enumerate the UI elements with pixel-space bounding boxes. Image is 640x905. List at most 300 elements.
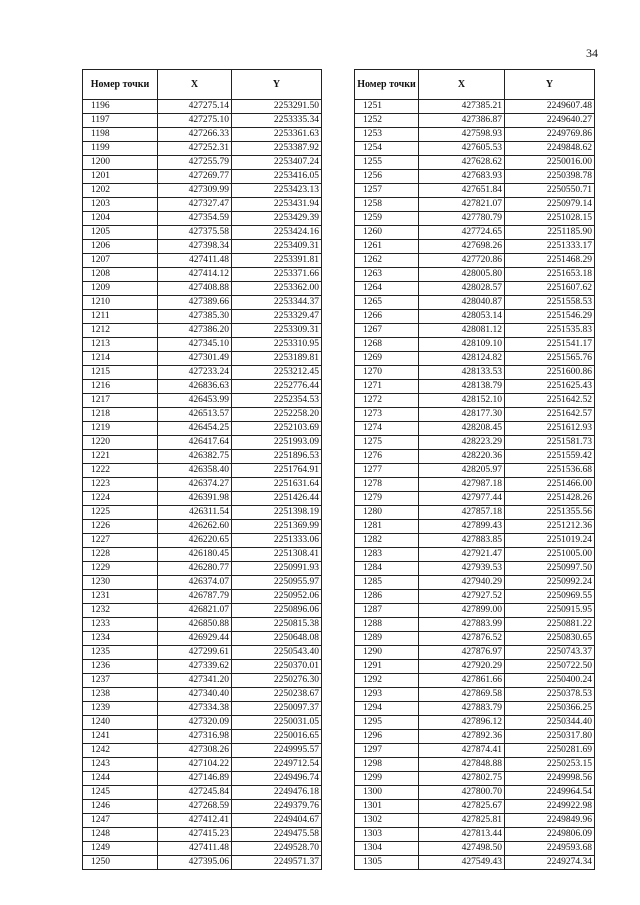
x-coordinate-cell: 428040.87 [419, 296, 505, 310]
point-number-cell: 1290 [355, 646, 419, 660]
point-number-cell: 1229 [83, 562, 158, 576]
point-number-cell: 1299 [355, 772, 419, 786]
coordinates-table-left [82, 69, 322, 870]
x-coordinate-cell: 427316.98 [158, 730, 232, 744]
x-coordinate-cell: 426417.64 [158, 436, 232, 450]
x-coordinate-cell: 426929.44 [158, 632, 232, 646]
x-coordinate-cell: 427939.53 [419, 562, 505, 576]
point-number-cell: 1232 [83, 604, 158, 618]
point-number-cell: 1257 [355, 184, 419, 198]
x-coordinate-cell: 427395.06 [158, 856, 232, 870]
x-coordinate-cell: 427104.22 [158, 758, 232, 772]
table-row [83, 856, 322, 870]
y-coordinate-cell: 2250743.37 [505, 646, 595, 660]
point-number-cell: 1205 [83, 226, 158, 240]
table-row [83, 380, 322, 394]
x-coordinate-cell: 426453.99 [158, 394, 232, 408]
x-coordinate-cell: 427408.88 [158, 282, 232, 296]
y-coordinate-cell: 2250016.65 [232, 730, 322, 744]
y-coordinate-cell: 2249593.68 [505, 842, 595, 856]
y-coordinate-cell: 2249922.98 [505, 800, 595, 814]
point-number-cell: 1200 [83, 156, 158, 170]
point-number-cell: 1208 [83, 268, 158, 282]
point-number-cell: 1238 [83, 688, 158, 702]
point-number-cell: 1301 [355, 800, 419, 814]
table-row [83, 534, 322, 548]
y-coordinate-cell: 2250830.65 [505, 632, 595, 646]
table-row [355, 240, 595, 254]
table-row [83, 562, 322, 576]
point-number-cell: 1293 [355, 688, 419, 702]
point-number-cell: 1239 [83, 702, 158, 716]
y-coordinate-cell: 2249571.37 [232, 856, 322, 870]
table-row [355, 576, 595, 590]
x-coordinate-cell: 427899.43 [419, 520, 505, 534]
y-coordinate-cell: 2250992.24 [505, 576, 595, 590]
point-number-cell: 1291 [355, 660, 419, 674]
y-coordinate-cell: 2253344.37 [232, 296, 322, 310]
y-coordinate-cell: 2253409.31 [232, 240, 322, 254]
y-coordinate-cell: 2249995.57 [232, 744, 322, 758]
table-row [83, 268, 322, 282]
table-row [83, 198, 322, 212]
point-number-cell: 1275 [355, 436, 419, 450]
y-coordinate-cell: 2250344.40 [505, 716, 595, 730]
table-row [355, 646, 595, 660]
x-coordinate-cell: 426850.88 [158, 618, 232, 632]
point-number-cell: 1249 [83, 842, 158, 856]
y-coordinate-cell: 2249496.74 [232, 772, 322, 786]
point-number-cell: 1285 [355, 576, 419, 590]
point-number-cell: 1296 [355, 730, 419, 744]
x-coordinate-cell: 427899.00 [419, 604, 505, 618]
y-coordinate-cell: 2250969.55 [505, 590, 595, 604]
table-row [355, 688, 595, 702]
table-row [83, 170, 322, 184]
point-number-cell: 1264 [355, 282, 419, 296]
point-number-cell: 1248 [83, 828, 158, 842]
point-number-cell: 1254 [355, 142, 419, 156]
point-number-cell: 1298 [355, 758, 419, 772]
point-number-cell: 1289 [355, 632, 419, 646]
table-row [355, 590, 595, 604]
table-row [355, 128, 595, 142]
table-row [355, 674, 595, 688]
table-row [83, 786, 322, 800]
x-coordinate-cell: 426513.57 [158, 408, 232, 422]
table-row [355, 212, 595, 226]
y-coordinate-cell: 2253407.24 [232, 156, 322, 170]
table-row [355, 660, 595, 674]
point-number-cell: 1288 [355, 618, 419, 632]
y-coordinate-cell: 2250398.78 [505, 170, 595, 184]
table-row [355, 534, 595, 548]
table-row [355, 408, 595, 422]
x-coordinate-cell: 427354.59 [158, 212, 232, 226]
x-coordinate-cell: 427275.14 [158, 100, 232, 114]
x-coordinate-cell: 426374.07 [158, 576, 232, 590]
point-number-cell: 1199 [83, 142, 158, 156]
table-row [83, 128, 322, 142]
point-number-cell: 1278 [355, 478, 419, 492]
point-number-cell: 1201 [83, 170, 158, 184]
table-row [355, 520, 595, 534]
x-coordinate-cell: 427892.36 [419, 730, 505, 744]
table-row [355, 562, 595, 576]
x-coordinate-cell: 428028.57 [419, 282, 505, 296]
table-row [83, 730, 322, 744]
y-coordinate-cell: 2250815.38 [232, 618, 322, 632]
x-coordinate-cell: 426454.25 [158, 422, 232, 436]
y-coordinate-cell: 2253335.34 [232, 114, 322, 128]
y-coordinate-cell: 2250317.80 [505, 730, 595, 744]
y-coordinate-cell: 2250238.67 [232, 688, 322, 702]
point-number-cell: 1215 [83, 366, 158, 380]
table-row [355, 730, 595, 744]
point-number-cell: 1210 [83, 296, 158, 310]
y-coordinate-cell: 2249849.96 [505, 814, 595, 828]
point-number-cell: 1224 [83, 492, 158, 506]
x-coordinate-cell: 427309.99 [158, 184, 232, 198]
table-row [83, 688, 322, 702]
y-coordinate-cell: 2249404.67 [232, 814, 322, 828]
y-coordinate-cell: 2251536.68 [505, 464, 595, 478]
x-coordinate-cell: 427861.66 [419, 674, 505, 688]
x-coordinate-cell: 427245.84 [158, 786, 232, 800]
table-row [83, 800, 322, 814]
table-row [83, 142, 322, 156]
x-coordinate-cell: 427883.99 [419, 618, 505, 632]
table-row [83, 814, 322, 828]
y-coordinate-cell: 2253429.39 [232, 212, 322, 226]
y-coordinate-cell: 2250031.05 [232, 716, 322, 730]
y-coordinate-cell: 2253329.47 [232, 310, 322, 324]
y-coordinate-cell: 2251535.83 [505, 324, 595, 338]
x-coordinate-cell: 427876.52 [419, 632, 505, 646]
point-number-cell: 1221 [83, 450, 158, 464]
x-coordinate-cell: 427320.09 [158, 716, 232, 730]
x-coordinate-cell: 426358.40 [158, 464, 232, 478]
x-coordinate-cell: 426262.60 [158, 520, 232, 534]
table-row [83, 660, 322, 674]
x-coordinate-cell: 428152.10 [419, 394, 505, 408]
table-row [355, 366, 595, 380]
table-row [355, 380, 595, 394]
table-row [83, 548, 322, 562]
point-number-cell: 1304 [355, 842, 419, 856]
point-number-cell: 1305 [355, 856, 419, 870]
y-coordinate-cell: 2253212.45 [232, 366, 322, 380]
y-coordinate-cell: 2251653.18 [505, 268, 595, 282]
x-coordinate-cell: 428109.10 [419, 338, 505, 352]
table-row [83, 156, 322, 170]
point-number-cell: 1287 [355, 604, 419, 618]
x-coordinate-cell: 426374.27 [158, 478, 232, 492]
y-coordinate-cell: 2252354.53 [232, 394, 322, 408]
x-coordinate-cell: 427334.38 [158, 702, 232, 716]
point-number-cell: 1276 [355, 450, 419, 464]
y-coordinate-cell: 2253362.00 [232, 282, 322, 296]
x-coordinate-cell: 427720.86 [419, 254, 505, 268]
table-row [355, 254, 595, 268]
x-coordinate-cell: 428124.82 [419, 352, 505, 366]
point-number-cell: 1251 [355, 100, 419, 114]
x-coordinate-cell: 427412.41 [158, 814, 232, 828]
x-coordinate-cell: 427339.62 [158, 660, 232, 674]
y-coordinate-cell: 2251612.93 [505, 422, 595, 436]
header-y: Y [232, 70, 322, 100]
x-coordinate-cell: 426311.54 [158, 506, 232, 520]
point-number-cell: 1256 [355, 170, 419, 184]
x-coordinate-cell: 427386.20 [158, 324, 232, 338]
y-coordinate-cell: 2251428.26 [505, 492, 595, 506]
point-number-cell: 1226 [83, 520, 158, 534]
y-coordinate-cell: 2250955.97 [232, 576, 322, 590]
point-number-cell: 1217 [83, 394, 158, 408]
point-number-cell: 1230 [83, 576, 158, 590]
table-row [355, 114, 595, 128]
y-coordinate-cell: 2250253.15 [505, 758, 595, 772]
point-number-cell: 1206 [83, 240, 158, 254]
x-coordinate-cell: 427415.23 [158, 828, 232, 842]
y-coordinate-cell: 2250550.71 [505, 184, 595, 198]
y-coordinate-cell: 2251308.41 [232, 548, 322, 562]
y-coordinate-cell: 2250952.06 [232, 590, 322, 604]
table-row [83, 646, 322, 660]
table-row [83, 674, 322, 688]
x-coordinate-cell: 426787.79 [158, 590, 232, 604]
x-coordinate-cell: 427800.70 [419, 786, 505, 800]
table-row [83, 184, 322, 198]
x-coordinate-cell: 427268.59 [158, 800, 232, 814]
table-row [355, 548, 595, 562]
table-row [355, 394, 595, 408]
y-coordinate-cell: 2249640.27 [505, 114, 595, 128]
x-coordinate-cell: 428053.14 [419, 310, 505, 324]
table-row [355, 296, 595, 310]
x-coordinate-cell: 427308.26 [158, 744, 232, 758]
point-number-cell: 1235 [83, 646, 158, 660]
table-row [355, 716, 595, 730]
table-row [83, 464, 322, 478]
point-number-cell: 1240 [83, 716, 158, 730]
y-coordinate-cell: 2249274.34 [505, 856, 595, 870]
x-coordinate-cell: 426220.65 [158, 534, 232, 548]
y-coordinate-cell: 2252776.44 [232, 380, 322, 394]
table-row [355, 226, 595, 240]
y-coordinate-cell: 2251369.99 [232, 520, 322, 534]
x-coordinate-cell: 427825.81 [419, 814, 505, 828]
y-coordinate-cell: 2250016.00 [505, 156, 595, 170]
x-coordinate-cell: 427987.18 [419, 478, 505, 492]
x-coordinate-cell: 427883.85 [419, 534, 505, 548]
table-row [83, 338, 322, 352]
y-coordinate-cell: 2253310.95 [232, 338, 322, 352]
table-row [83, 422, 322, 436]
table-row [355, 422, 595, 436]
x-coordinate-cell: 427628.62 [419, 156, 505, 170]
y-coordinate-cell: 2251642.57 [505, 408, 595, 422]
point-number-cell: 1228 [83, 548, 158, 562]
x-coordinate-cell: 427876.97 [419, 646, 505, 660]
y-coordinate-cell: 2250648.08 [232, 632, 322, 646]
header-point-number: Номер точки [355, 70, 419, 100]
x-coordinate-cell: 427825.67 [419, 800, 505, 814]
table-row [83, 842, 322, 856]
x-coordinate-cell: 428081.12 [419, 324, 505, 338]
y-coordinate-cell: 2251019.24 [505, 534, 595, 548]
point-number-cell: 1241 [83, 730, 158, 744]
x-coordinate-cell: 426382.75 [158, 450, 232, 464]
point-number-cell: 1303 [355, 828, 419, 842]
table-row [83, 744, 322, 758]
point-number-cell: 1202 [83, 184, 158, 198]
table-row [355, 702, 595, 716]
table-row [83, 324, 322, 338]
x-coordinate-cell: 427921.47 [419, 548, 505, 562]
page-number: 34 [586, 46, 598, 60]
table-row [355, 324, 595, 338]
y-coordinate-cell: 2253416.05 [232, 170, 322, 184]
x-coordinate-cell: 427896.12 [419, 716, 505, 730]
y-coordinate-cell: 2249475.58 [232, 828, 322, 842]
x-coordinate-cell: 427813.44 [419, 828, 505, 842]
point-number-cell: 1268 [355, 338, 419, 352]
y-coordinate-cell: 2251631.64 [232, 478, 322, 492]
point-number-cell: 1227 [83, 534, 158, 548]
point-number-cell: 1269 [355, 352, 419, 366]
point-number-cell: 1281 [355, 520, 419, 534]
x-coordinate-cell: 428223.29 [419, 436, 505, 450]
x-coordinate-cell: 426280.77 [158, 562, 232, 576]
x-coordinate-cell: 427386.87 [419, 114, 505, 128]
header-point-number: Номер точки [83, 70, 158, 100]
point-number-cell: 1280 [355, 506, 419, 520]
table-row [355, 310, 595, 324]
x-coordinate-cell: 427857.18 [419, 506, 505, 520]
table-row [83, 394, 322, 408]
y-coordinate-cell: 2251185.90 [505, 226, 595, 240]
table-row [355, 814, 595, 828]
table-row [83, 758, 322, 772]
table-row [355, 506, 595, 520]
point-number-cell: 1246 [83, 800, 158, 814]
table-row [83, 716, 322, 730]
y-coordinate-cell: 2251398.19 [232, 506, 322, 520]
x-coordinate-cell: 427724.65 [419, 226, 505, 240]
point-number-cell: 1203 [83, 198, 158, 212]
point-number-cell: 1197 [83, 114, 158, 128]
table-row [355, 828, 595, 842]
x-coordinate-cell: 427233.24 [158, 366, 232, 380]
point-number-cell: 1219 [83, 422, 158, 436]
x-coordinate-cell: 427411.48 [158, 842, 232, 856]
point-number-cell: 1261 [355, 240, 419, 254]
x-coordinate-cell: 427920.29 [419, 660, 505, 674]
point-number-cell: 1274 [355, 422, 419, 436]
x-coordinate-cell: 427498.50 [419, 842, 505, 856]
point-number-cell: 1282 [355, 534, 419, 548]
y-coordinate-cell: 2250097.37 [232, 702, 322, 716]
x-coordinate-cell: 427549.43 [419, 856, 505, 870]
table-row [83, 114, 322, 128]
y-coordinate-cell: 2251541.17 [505, 338, 595, 352]
point-number-cell: 1279 [355, 492, 419, 506]
y-coordinate-cell: 2249769.86 [505, 128, 595, 142]
table-row [83, 212, 322, 226]
point-number-cell: 1292 [355, 674, 419, 688]
table-row [83, 226, 322, 240]
table-row [355, 352, 595, 366]
point-number-cell: 1263 [355, 268, 419, 282]
x-coordinate-cell: 427266.33 [158, 128, 232, 142]
point-number-cell: 1247 [83, 814, 158, 828]
x-coordinate-cell: 427940.29 [419, 576, 505, 590]
y-coordinate-cell: 2251468.29 [505, 254, 595, 268]
y-coordinate-cell: 2251005.00 [505, 548, 595, 562]
y-coordinate-cell: 2251993.09 [232, 436, 322, 450]
point-number-cell: 1213 [83, 338, 158, 352]
y-coordinate-cell: 2251607.62 [505, 282, 595, 296]
y-coordinate-cell: 2252103.69 [232, 422, 322, 436]
x-coordinate-cell: 427327.47 [158, 198, 232, 212]
point-number-cell: 1242 [83, 744, 158, 758]
x-coordinate-cell: 427340.40 [158, 688, 232, 702]
x-coordinate-cell: 428138.79 [419, 380, 505, 394]
x-coordinate-cell: 427802.75 [419, 772, 505, 786]
table-row [83, 254, 322, 268]
y-coordinate-cell: 2253189.81 [232, 352, 322, 366]
point-number-cell: 1271 [355, 380, 419, 394]
y-coordinate-cell: 2253431.94 [232, 198, 322, 212]
point-number-cell: 1283 [355, 548, 419, 562]
y-coordinate-cell: 2249379.76 [232, 800, 322, 814]
table-row [83, 478, 322, 492]
x-coordinate-cell: 428177.30 [419, 408, 505, 422]
point-number-cell: 1244 [83, 772, 158, 786]
x-coordinate-cell: 428205.97 [419, 464, 505, 478]
y-coordinate-cell: 2251559.42 [505, 450, 595, 464]
x-coordinate-cell: 428005.80 [419, 268, 505, 282]
table-row [83, 506, 322, 520]
point-number-cell: 1198 [83, 128, 158, 142]
x-coordinate-cell: 427375.58 [158, 226, 232, 240]
point-number-cell: 1233 [83, 618, 158, 632]
table-row [355, 492, 595, 506]
point-number-cell: 1267 [355, 324, 419, 338]
y-coordinate-cell: 2251028.15 [505, 212, 595, 226]
table-row [83, 366, 322, 380]
table-row [83, 632, 322, 646]
y-coordinate-cell: 2253291.50 [232, 100, 322, 114]
point-number-cell: 1259 [355, 212, 419, 226]
point-number-cell: 1243 [83, 758, 158, 772]
table-header-row [83, 70, 322, 100]
point-number-cell: 1234 [83, 632, 158, 646]
y-coordinate-cell: 2253361.63 [232, 128, 322, 142]
table-row [355, 842, 595, 856]
y-coordinate-cell: 2252258.20 [232, 408, 322, 422]
point-number-cell: 1272 [355, 394, 419, 408]
x-coordinate-cell: 427269.77 [158, 170, 232, 184]
y-coordinate-cell: 2250276.30 [232, 674, 322, 688]
table-row [355, 100, 595, 114]
point-number-cell: 1258 [355, 198, 419, 212]
x-coordinate-cell: 427301.49 [158, 352, 232, 366]
x-coordinate-cell: 427389.66 [158, 296, 232, 310]
point-number-cell: 1295 [355, 716, 419, 730]
table-row [355, 604, 595, 618]
